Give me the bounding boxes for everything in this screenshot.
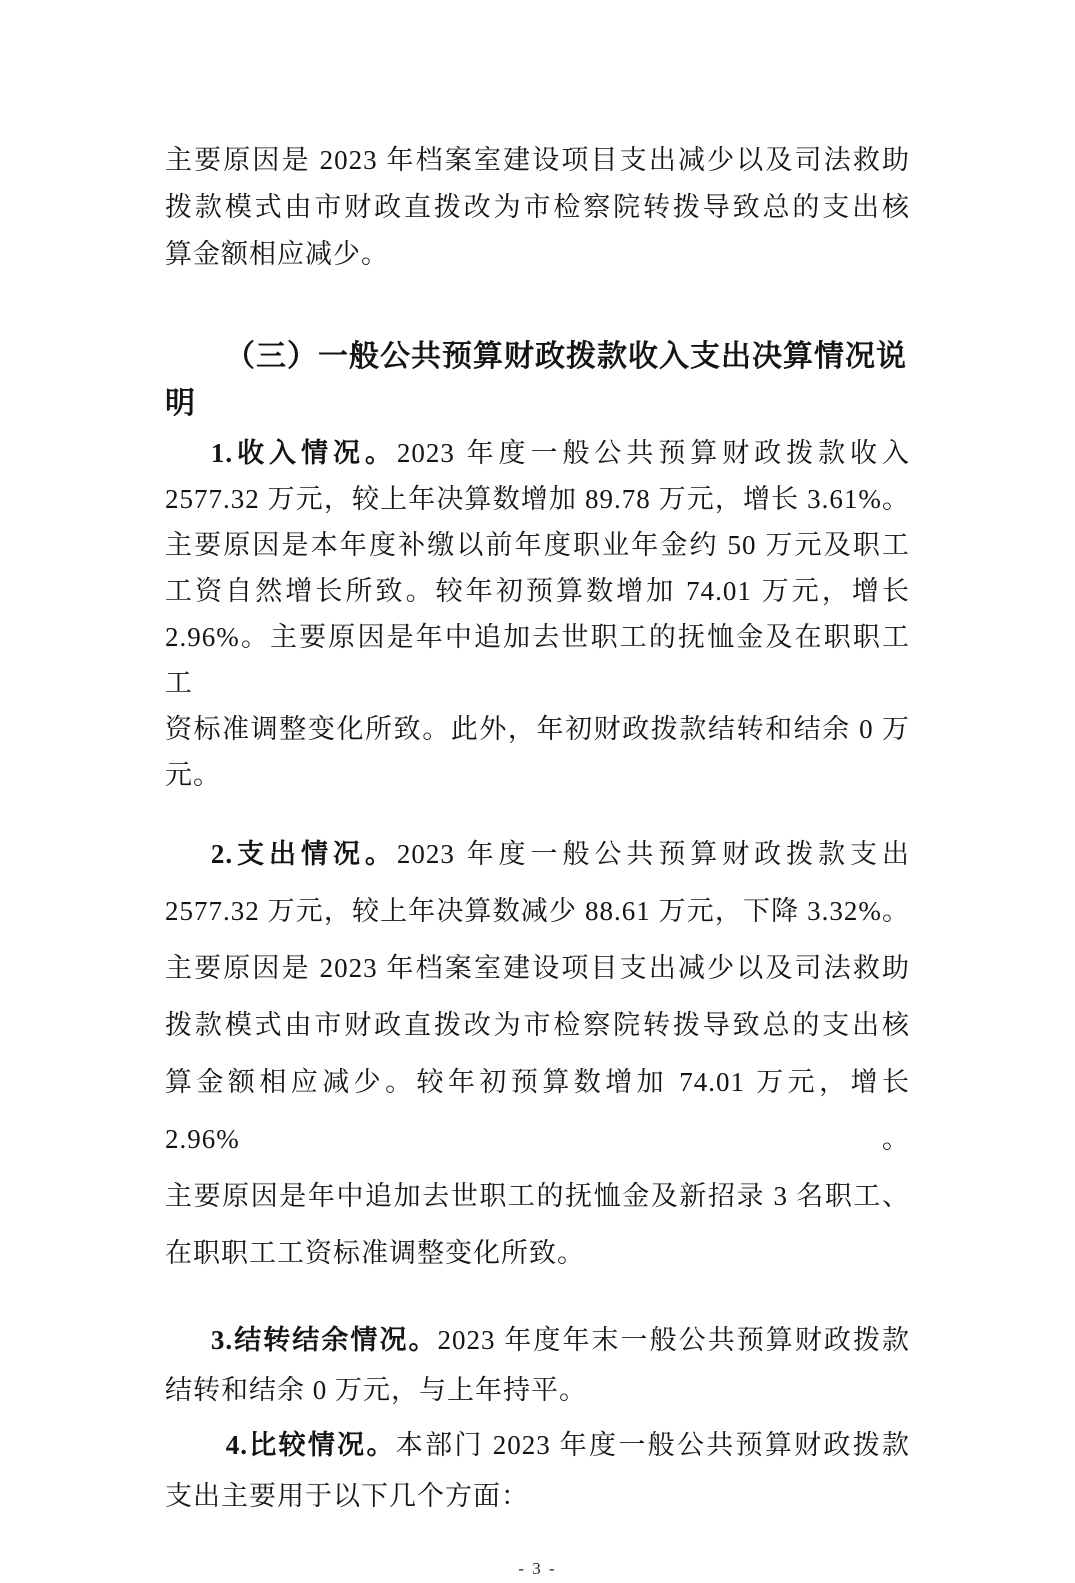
text-line: [165, 1315, 910, 1365]
text-line: [165, 430, 910, 476]
body-text: 资标准调整变化所致。此外，年初财政拨款结转和结余 0 万: [165, 714, 910, 744]
body-text: 工资自然增长所致。较年初预算数增加 74.01 万元，增长: [165, 576, 910, 606]
bold-label-text: 4.比较情况。: [225, 1430, 396, 1460]
para-income-situation: [165, 430, 910, 798]
text-line: [165, 1168, 910, 1225]
text-line: [165, 184, 910, 231]
text-line: [165, 137, 910, 184]
bold-label-text: 2.支出情况。: [210, 839, 397, 869]
body-text: 2023 年度一般公共预算财政拨款支出: [396, 839, 911, 869]
body-text: 算金额相应减少。较年初预算数增加 74.01 万元，增长 2.96%。: [165, 1067, 910, 1154]
page-number: - 3 -: [518, 1559, 557, 1578]
body-text: 主要原因是年中追加去世职工的抚恤金及新招录 3 名职工、: [165, 1181, 910, 1211]
body-text: 2023 年度一般公共预算财政拨款收入: [396, 438, 911, 468]
body-text: 2023 年度年末一般公共预算财政拨款: [437, 1325, 911, 1355]
para-expenditure-situation: [165, 826, 910, 1282]
body-text: 拨款模式由市财政直拨改为市检察院转拨导致总的支出核: [165, 1010, 910, 1040]
text-line: [165, 476, 910, 522]
body-text: 元。: [165, 760, 221, 790]
text-line: [165, 1054, 910, 1168]
para-comparison: [165, 1420, 910, 1522]
text-line: [165, 1471, 910, 1522]
heading-section-three: [165, 333, 910, 427]
body-text: 支出主要用于以下几个方面：: [165, 1481, 529, 1511]
text-line: [165, 522, 910, 568]
bold-label-text: 1.收入情况。: [210, 438, 397, 468]
para-carryover-balance: [165, 1315, 910, 1415]
text-line: [165, 940, 910, 997]
body-text: 拨款模式由市财政直拨改为市检察院转拨导致总的支出核: [165, 192, 910, 222]
para-continuation-expense-reason: [165, 137, 910, 278]
body-text: 2.96%。主要原因是年中追加去世职工的抚恤金及在职职工工: [165, 622, 910, 698]
body-text: 2577.32 万元，较上年决算数减少 88.61 万元，下降 3.32%。: [165, 896, 910, 926]
text-line: [165, 706, 910, 752]
body-text: 在职职工工资标准调整变化所致。: [165, 1238, 585, 1268]
text-line: [165, 231, 910, 278]
body-text: 结转和结余 0 万元，与上年持平。: [165, 1375, 587, 1405]
body-text: 本部门 2023 年度一般公共预算财政拨款: [395, 1430, 911, 1460]
bold-label-text: （三）一般公共预算财政拨款收入支出决算情况说明: [165, 340, 907, 420]
body-text: 主要原因是 2023 年档案室建设项目支出减少以及司法救助: [165, 953, 910, 983]
text-line: [165, 826, 910, 883]
body-text: 主要原因是本年度补缴以前年度职业年金约 50 万元及职工: [165, 530, 910, 560]
text-line: [165, 1365, 910, 1415]
body-text: 算金额相应减少。: [165, 239, 389, 269]
text-line: [165, 997, 910, 1054]
text-line: [165, 614, 910, 706]
text-line: [165, 883, 910, 940]
text-line: [165, 1420, 910, 1471]
body-text: 2577.32 万元，较上年决算数增加 89.78 万元，增长 3.61%。: [165, 484, 910, 514]
document-body: [165, 137, 910, 1522]
body-text: 主要原因是 2023 年档案室建设项目支出减少以及司法救助: [165, 145, 910, 175]
text-line: [165, 1225, 910, 1282]
text-line: [165, 568, 910, 614]
text-line: [165, 333, 910, 427]
text-line: [165, 752, 910, 798]
bold-label-text: 3.结转结余情况。: [210, 1325, 438, 1355]
